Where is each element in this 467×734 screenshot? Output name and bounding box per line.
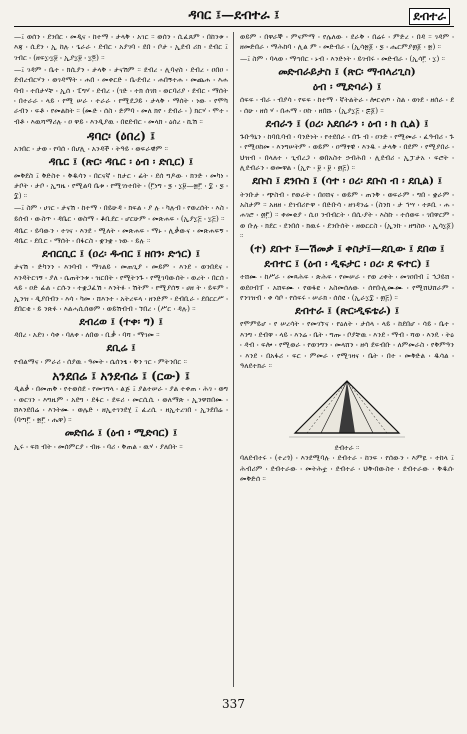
entry-headword: አንደበሬ ፤ አንደብሬ ፤ (ርው) ፤	[52, 368, 190, 383]
entry-headword: ደብርቢር ፤ (ዐረ፡ ዱብር ፤ ዘበን፡ ድኅር) ፤	[42, 247, 200, 260]
entry-definition: ወይም ፡ በዋራኞ ፡ ምናምማ ፡ የሌለው ፡ ደራቅ ፡ በሬሩ ፡ ምድረ ፡ በዳ ። ገዳም ፡ ዘመድበራ ፡ ማሕከባ ፡ ሊል ም ፡ መድብራ ፡ (ኢሳ፳፩ ፡ ፯ ፡ ሔርምያ፴፩ ፡ ፳) ።	[240, 32, 454, 52]
page-number: 337	[222, 697, 245, 711]
entry-headword: ዳቤር ፤ (ጽር፡ ዳቤር ፡ ዕብ ፡ ድቢር) ፤	[48, 156, 194, 169]
entry-headword: ዳባር፡ (ዕበረ) ፤	[86, 128, 155, 143]
entry-definition: —፤ ገዳም ፡ ቤተ ፡ ክሲያን ፡ ታላቅ ፡ ታናሽም ። ደብረ ፡ ሊባኖስ ፡ ደብረ ፡ ዐበዐ ፡ ደብረብርሃን ፡ ወገዳማት ፡ ሐበ ፡ መቀርድ ፡ ቤ፡ደብረ ፡ ሐበኝተሐ ፡ መጨሐ ፡ እሐ ባብ ፡ ተበታሃቸ ፡ ኢሰ ፡ ፒግሃ ፡ ደብረ ፡ (ገድ ፡ ተክ ሰገክ ፡ ወርባሪያ ፡ ደብር ፡ ማሰት ፡ በተራራ ፡ ላይ ፡ የሚ ሠራ ፡ ተራራ ፡ የሚደጋይ ፡ ታላቅ ፡ ማሰት ፡ ነው ፡ የሞካ ራብን ፡ ፍቶ ፡ የመልከት ። (ሙድ ፡ ሰስ ፡ ድምባ ፡ መለ ክየ ፡ ደብራ ፡ ) ክርሃ ፡ ሞተ ፡ ብቶ ፡ እዉሻማሪሉ ፡ ዐ ዋይ ፡ እንዲያዉ ፡ በዩደብር ፡ መላክ ፡ ዕሰረ ፡ ኪሽ ።	[14, 64, 228, 126]
entry-headword: ደብተራ ፤ (ጽር፡ዲፍቴራ) ፤	[294, 304, 400, 317]
right-column	[240, 32, 454, 692]
entry-definition: ታናሽ ፡ ድካንን ፡ እንባብ ፡ ማገልይ ፡ መጠጊያ ፡ መይም ፡ እንደ ፡ ወንበዴና ፡ እንዳትርገኝ ፡ ያለ ፡ ሴጠትንቱ ፡ ዝርበት ፡ የሚትንጉ ፡ የሚገባውሰት ፡ ወረት ፡ በርሰ ፡ ላይ ፡ ዐድ ፊል ፡ ርሱን ፡ ተቋጋፈሽ ፡ እንትፉ ፡ ሽትም ፡ የሚያሰኝ ፡ ሀዘ ት ፡ ይፍም ፡ ኢንዝ ፡ ዲያበብን ፡ እሳ ፡ ካመ ፡ ሸእንተ ፡ አትረፍላ ፡ ዘንድም ፡ ደብቢራ ፡ ደበርርሥ ፡ ደበርቂ ፡ ይ ንጽፉ ፡ እልሓሲሰወም ፡ ወይሽብብ ፡ ኘበረ ፡ (ሥር ፡ ዳሉ) ።	[14, 262, 228, 314]
head-word-box: ደብተራ	[409, 8, 450, 25]
tent-illustration	[287, 377, 407, 441]
tent-figure	[240, 377, 454, 453]
entry-definition: አንበር ፡ ታወ ፡ የባሰ ፡ በሆሊ ፡ አንዳች ፡ ትዓይ ፡ ወፍራዊም ።	[14, 144, 168, 154]
column-divider	[233, 32, 234, 687]
entry-headword: ደብራን ፤ (ዐረ፡ አደበራን ፡ ዕብ ፡ ክ ሲል) ፤	[265, 117, 429, 130]
entry-headword: ደብተር ፤ (ዕብ ፡ ዲፍታር ፡ ዐረ፡ ደ ፍተር) ፤	[264, 257, 430, 270]
entry-headword: ደቢሬ ፤	[106, 342, 136, 355]
entry-definition: ዳቤር ፡ ይባውን ፡ ተገና ፡ እንደ ፡ ሚለት ፡ መጽሐፍ ፡ ማኑ ፡ ሊቃውና ፡ መጽሐፍኝ ፡ ዳቤር ፡ ደቢር ፡ ማሰት ፡ በፋርስ ፡ ቋንቋ ፡ ነው ፡ ይሉ ።	[14, 225, 228, 245]
entry-definition: ዲልቃ ፡ በመጠቅ ፡ የተወሰደ ፡ የመገግላ ፡ ልጅ ፤ ያልተሠራ ፡ ያል ተቀጠ ፡ ሕገ ፡ ወግ ፡ ወርገን ፡ እግዚም ፡ አደግ ፡ ደፋር ፡ ደፍሪ ፡ መርሲሲ ፡ ወለማጽ ፡ ኢንዋሸበሙ ፡ ሸእንደበሬ ፡ እንትሙ ፡ ወሌድ ፡ ዘኢተገንደሂ ፤ ፈረሲ ፡ ዘኢተረገበ ፡ ኢንደበሬ ፡ (ባጣ፫ ፡ ፳፫ ፡ ሔዋ) ።	[14, 384, 228, 425]
left-column	[14, 32, 228, 692]
entry-definition: መቅደስ ፤ ቅድስተ ፡ ቅዱሳን ፡ በርናኛ ፡ ክታር ፡ ፊት ፡ ደሰ ግዶው ፡ ክንድ ፡ መካነ ፡ ታቦት ፡ ታቦ ፡ ኢግዜ ፡ የሚልባ ቤቱ ፡ የሚገነተበት ፡ (፫ነግ ፡ ፯ ፡ ፲፱—፳፫ ፡ ፰ ፡ ፯ ፡ ፰) ።	[14, 170, 228, 201]
dictionary-page	[14, 8, 454, 728]
entry-definition: ዳበረ ፡ አደገ ፡ ሳቀ ፡ ባለቀ ፡ ለበወ ፡ ቢቃ ፡ ባሻ ፡ ማገመ ።	[14, 330, 160, 340]
entry-headword: (ተ) ደቡተ ፤—ሽመቃ ፤ ቀስታ፤—ደቢው ፤ ደበወ ፤	[249, 243, 445, 256]
page-header	[14, 8, 454, 27]
entry-headword: መድበሬ ፤ (ዕብ ፡ ሚድባር) ፤	[64, 427, 178, 440]
entry-headword: ዕብ ፡ ሚድባራ) ፤	[312, 80, 382, 93]
entry-definition: ተሸሙ ፡ ከሥራ ፡ መጻሕፍ ፡ ጽሕፍ ፡ የመሠራ ፡ የወ ረቀት ፡ መገዐበብ ፤ ኅጋይሸ ፡ ወደዐብፐ ፡ አሸፍሙ ፡ የወፋዩ ፡ አስመሰለው ፡ ሰየበ፡ሊሙሙ ፡ የሚሸህሸራም ፡ የንገዝብ ፡ ቀ ሳቦ ፡ የሰፍሩ ፡ ሠራክ ፡ ሰሰዩ ፡ (ኢራ፲፰ ፡ ፴፭) ።	[240, 272, 454, 302]
entry-headword: ደብረወ ፤ (ተቀ፡ ግ) ፤	[79, 315, 163, 328]
entry-definition: ትንቡታ ፡ ጭስብ ፡ የወራት ፡ በዐሸና ፡ ወይም ፡ ጠንቅ ፡ ወፍራም ፡ ግበ ፡ ቋራም ፡ አስታም ። አዘዘ ፡ ደገብሪዮዋ ፡ በድቡሳ ፡ ዘገዳንሬ ፡ (ስንክ ፡ ታ ኅሣ ፡ ተጾቢ ፡ ሐ ፡ ሐገሮ ፡ ፴፫) ። ቀመቂያ ፡ ሲዐ ንብብርት ፡ በሲ፡ያት ፡ እስኩ ፡ ተሰወፍ ፡ ገበዋርም ፡ ወ ቡሉ ፡ ክደር ፡ ደንበሰ ፡ ክዉሩ ፡ ደንቡሰት ፡ ዘወርርስ ፡ (ኢንኩ ፡ ዘግስዑ ፡ ኢሳ፲፩) ።	[240, 189, 454, 241]
entry-definition: —፤ ስም ፡ ሀገር ፡ ታናሽ ፡ ከተማ ፡ በይሁዳ ፡ ክፍል ፡ ያ ሉ ፡ ካሉብ ፡ የወረሰት ፡ እስ ፡ ይሰብ ፡ ውስጥ ፡ ዳቤር ፡ ወስማ ፡ ቆቢደር ፡ ሆርሁም ፡ መጽሐፍ ፡ (ኢያ፲፭ ፡ ፲፭) ።	[14, 203, 228, 223]
entry-headword: መድብራይታስ ፤ (ጽር፡ ማብላሪጊስ)	[278, 66, 416, 79]
entry-headword: ደቡስ ፤ ደንቡስ ፤ (ሳተ ፡ ዐረ፡ ደቡስ ብ ፡ ደቢል) ፤	[252, 175, 442, 188]
entry-definition: —፤ ወሰን ፡ ደንበር ፡ መዲና ፡ ከተማ ፡ ታላቅ ፡ አገር ። ወሰን ፡ ሲፈጸም ፡ በከንቱ ፡ እጃ ፡ ሲደን ፡ ኢ ከሉ ፡ ጌራራ ፡ ደብር ፡ አያገባ ፡ ደበ ፡ ቦታ ፡ ኢደብ ሪክ ፡ ደብር ፤ ገብር ፡ (ዘፍ፲፡፲፱ ፡ ኢያ፲፱ ፡ ፲፬) ።	[14, 32, 228, 62]
entry-definition: የሞምይሆ ፡ የ ሠረሳት ፡ የመገኘና ፡ የዕለት ፡ ታሰላ ፡ ላይ ፡ ከደበሆ ፡ ሳይ ፡ ቤተ ፡ እንግ ፡ ደብዋ ፡ ላይ ፡ እንሬ ፡ ቤት ፡ ግጡ ፡ ቦያቸዉ ፡ እንደ ፡ ማብ ፡ ሻወ ፡ እንዴ ፡ ትዕ ፡ ዳብ ፡ ፍሎ ፡ የሚወራ ፡ የወንግን ፡ መላሸን ፡ ዘሳ ደፍብቡ ፡ ለምመራስ ፡ የቅምዓን ፡ እንደ ፡ በአፋሪ ፡ ፍር ፡ ምመራ ፡ የሚገዛና ፡ ቤት ፡ በተ ፡ መቅድል ፡ ዱሳል ፡ ዓለደተክራ ።	[240, 319, 454, 371]
entry-definition: ባለደብተሩ ፡ (ተረጎ) ፡ እንደሚባሉ ፡ ደብተራ ፡ ከንፍ ፡ የሰውን ፡ እምዬ ፡ ተከላ ፤ ሕብሪም ፡ ደብተራው ፡ መትሕቷ ፡ ደብተራ ፡ ህቅ፡በውስተ ፡ ደብተራው ፡ ቅዱሰ፡ መቅድሰ ።	[240, 453, 454, 484]
entry-definition: —፤ ስም ፡ ባላወ ፡ ማኀበር ፡ ኑብ ፡ እንድነት ፡ ይገብሩ ፡ መድብራ ፡ (ኢሳ፫ ፡ ፲) ።	[240, 54, 445, 64]
figure-caption: ደብተራ ።	[334, 444, 360, 453]
entry-definition: ሰፍፍ ፡ ብራ ፡ ብያሳ ፡ የፍፍ ፡ ከተማ ፡ ኛትልትራ ፡ ሎርኖጦ ፡ ስል ፡ ወነደ ፡ ዘሰራ ፡ ደ ፡ ሰሁ ፡ ዘሰ ሃ ፡ በሐማ ፡ ዐኩ ፡ ዘበሹ ፡ (ኢያ፲፭ ፡ ፷፩) ።	[240, 95, 454, 115]
entry-definition: ጉቡዓኒን ፡ ከባቢባብ ፡ ባንድነት ፡ የተደበራ ፡ በጉ ብ ፡ ዐንድ ፡ የሚመራ ፡ ፈዓብሪ ፡ ጉ ፡ የሚዐከመ ፡ እንግሠትም ፡ ወይም ፡ ዐማፃዊ ፡ እንዱ ፡ ታላቅ ፡ በደም ፡ የሚያበራ ፡ ህዝብ ፡ በላለተ ፡ ጊብረጋ ፡ ወበአስተ ኃብሕበ ፡ ሊደብሪ ፡ ኢፓታአ ፡ ፍሮት ፡ ሊደብራን ፡ ወመዋል ፡ (ኢዮ ፡ ፱ ፡ ፱ ፡ ፴፭) ።	[240, 132, 454, 173]
entry-definition: ኢሩ ፡ ፍክ ብት ፡ መሰምርያ ፡ ብዙ ፡ ባሪ ፡ ቅጠል ፡ ዉሃ ፡ ያለበት ።	[14, 441, 183, 451]
running-head: ዳባር ፤—ደብተራ ፤	[188, 8, 280, 23]
entry-definition: የብልማና ፡ ምራሪ ፡ ሰያዉ ፡ ዓመት ፡ ሴሰንፄ ፡ ቅን ገር ፡ ምትንበር ።	[14, 356, 188, 366]
